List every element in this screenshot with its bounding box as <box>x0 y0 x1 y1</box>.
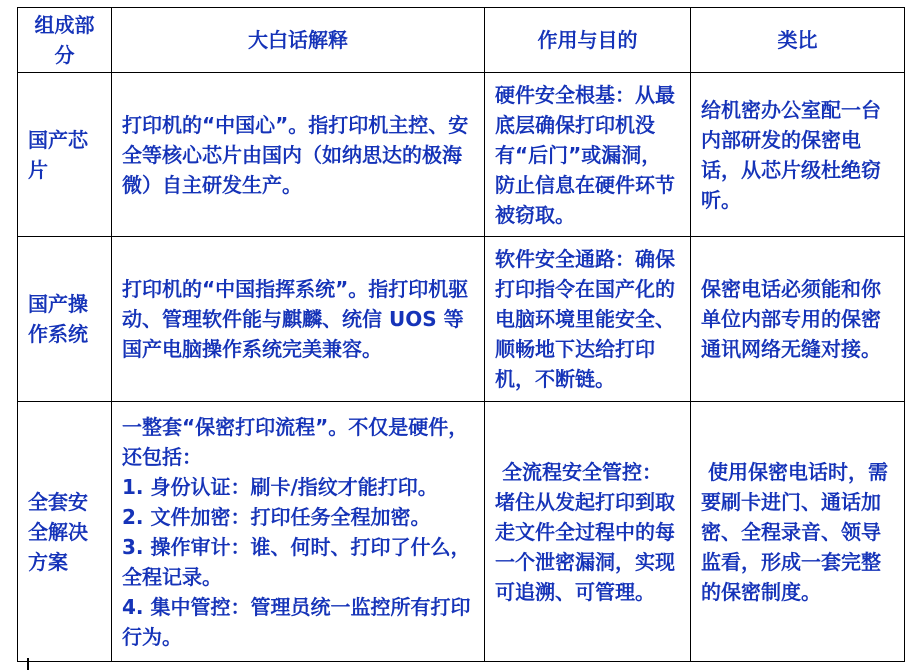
explanation-line: 1. 身份认证：刷卡/指纹才能打印。 <box>122 474 438 499</box>
header-plain-explanation: 大白话解释 <box>112 8 485 73</box>
header-purpose: 作用与目的 <box>485 8 691 73</box>
row-part: 国产芯片 <box>18 73 112 237</box>
row-analogy: 使用保密电话时，需要刷卡进门、通话加密、全程录音、领导监看，形成一套完整的保密制度。 <box>691 402 905 662</box>
row-part: 全套安全解决方案 <box>18 402 112 662</box>
table-row <box>18 237 905 402</box>
row-purpose: 软件安全通路：确保打印指令在国产化的电脑环境里能安全、顺畅地下达给打印机，不断链。 <box>485 237 691 402</box>
table-row <box>18 73 905 237</box>
row-analogy: 保密电话必须能和你单位内部专用的保密通讯网络无缝对接。 <box>691 237 905 402</box>
table-row <box>18 402 905 662</box>
row-part: 国产操作系统 <box>18 237 112 402</box>
explanation-line: 4. 集中管控：管理员统一监控所有打印行为。 <box>122 594 471 649</box>
row-explanation <box>112 237 485 402</box>
explanation-line: 2. 文件加密：打印任务全程加密。 <box>122 504 431 529</box>
explanation-line: 一整套“保密打印流程”。不仅是硬件，还包括： <box>122 414 469 469</box>
row-analogy: 给机密办公室配一台内部研发的保密电话，从芯片级杜绝窃听。 <box>691 73 905 237</box>
text-cursor <box>27 658 29 670</box>
row-explanation <box>112 402 485 662</box>
comparison-table <box>17 7 905 662</box>
row-explanation <box>112 73 485 237</box>
explanation-line: 打印机的“中国指挥系统”。指打印机驱动、管理软件能与麒麟、统信 UOS 等国产电脑操作系统完美兼容。 <box>122 277 469 361</box>
table-header-row <box>18 8 905 73</box>
header-analogy: 类比 <box>691 8 905 73</box>
row-purpose: 全流程安全管控：堵住从发起打印到取走文件全过程中的每一个泄密漏洞，实现可追溯、可管理。 <box>485 402 691 662</box>
explanation-line: 打印机的“中国心”。指打印机主控、安全等核心芯片由国内（如纳思达的极海微）自主研发生产。 <box>122 112 469 197</box>
row-purpose: 硬件安全根基：从最底层确保打印机没有“后门”或漏洞，防止信息在硬件环节被窃取。 <box>485 73 691 237</box>
explanation-line: 3. 操作审计：谁、何时、打印了什么，全程记录。 <box>122 534 471 589</box>
header-component: 组成部分 <box>18 8 112 73</box>
